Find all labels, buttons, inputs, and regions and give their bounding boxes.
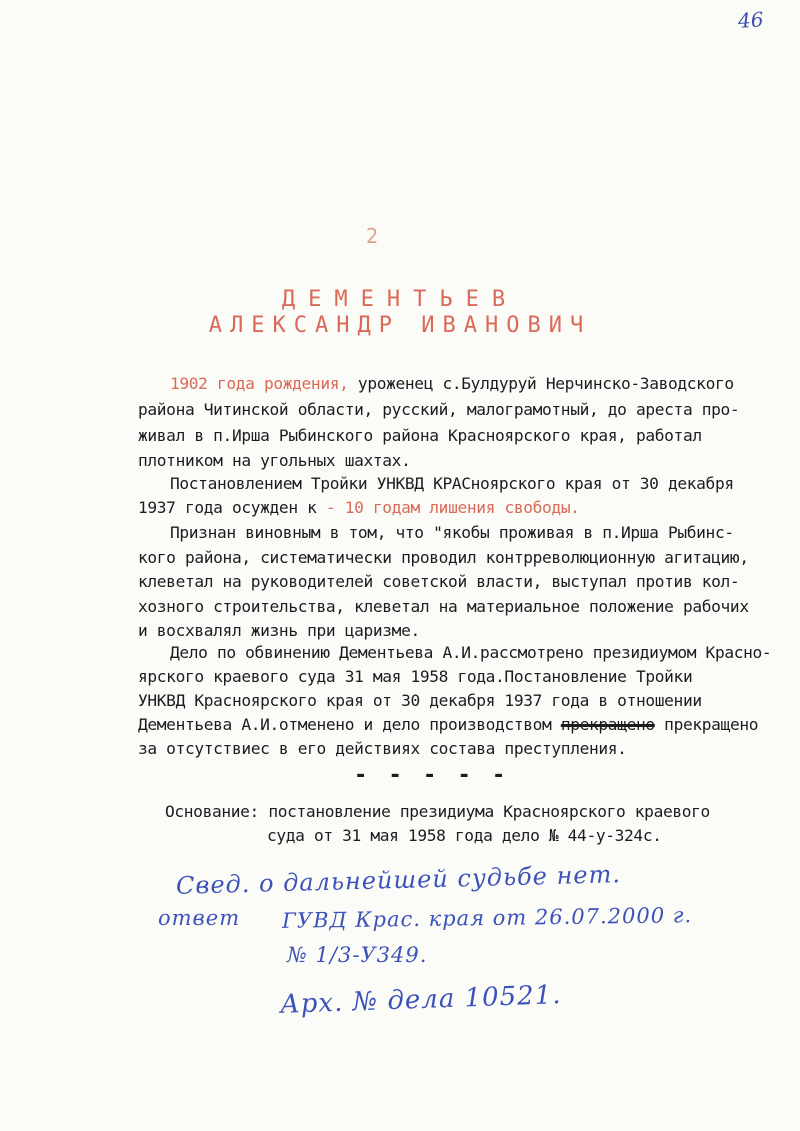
page-mark: 2 [366, 224, 379, 248]
review-line-2: ярского краевого суда 31 мая 1958 года.Постановление Тройки [138, 667, 693, 686]
sentence-line-1: Постановлением Тройки УНКВД КРАСноярского края от 30 декабря [170, 474, 734, 493]
handwritten-note-4: Арх. № дела 10521. [279, 980, 563, 1020]
charge-line-4: хозного строительства, клеветал на материальное положение рабочих [138, 597, 749, 616]
review-line-4 [138, 713, 788, 737]
birthplace: уроженец с.Булдуруй Нерчинско-Заводского [348, 374, 734, 393]
struck-word: прекращено [560, 715, 655, 734]
review-line-5: за отсутствиес в его действиях состава преступления. [138, 739, 627, 758]
review-line-1: Дело по обвинению Дементьева А.И.рассмотрено президиумом Красно- [170, 643, 772, 662]
review-line-4-start: Дементьева А.И.отменено и дело производством [138, 715, 561, 734]
bio-line-4: плотником на угольных шахтах. [138, 451, 411, 470]
review-line-3: УНКВД Красноярского края от 30 декабря 1937 года в отношении [138, 691, 702, 710]
charge-line-5: и восхвалял жизнь при царизме. [138, 621, 420, 640]
sentence-start: 1937 года осужден к [138, 498, 326, 517]
person-surname: ДЕМЕНТЬЕВ [281, 287, 519, 312]
sentence-line-2 [138, 496, 788, 520]
basis-line-2: суда от 31 мая 1958 года дело № 44-у-324с. [267, 826, 662, 845]
handwritten-note-2a: ответ [158, 906, 241, 930]
page-number: 46 [737, 7, 765, 33]
handwritten-note-1: Свед. о дальнейшей судьбе нет. [175, 860, 622, 900]
review-line-4-end: прекращено [654, 715, 759, 734]
bio-line-3: живал в п.Ирша Рыбинского района Красноярского края, работал [138, 426, 702, 445]
handwritten-note-3: № 1/3-У349. [287, 943, 428, 967]
bio-line-2: района Читинской области, русский, малограмотный, до ареста про- [138, 400, 740, 419]
separator: - - - - - [354, 763, 510, 788]
birth-year: 1902 года рождения, [170, 374, 349, 393]
charge-line-1: Признан виновным в том, что "якобы проживая в п.Ирша Рыбинс- [170, 523, 734, 542]
handwritten-note-2b: ГУВД Крас. края от 26.07.2000 г. [281, 903, 693, 933]
sentence-term: - 10 годам лишения свободы. [325, 498, 580, 517]
charge-line-3: клеветал на руководителей советской власти, выступал против кол- [138, 572, 740, 591]
basis-line-1: Основание: постановление президиума Красноярского краевого [165, 802, 710, 821]
charge-line-2: кого района, систематически проводил контрреволюционную агитацию, [138, 548, 749, 567]
bio-line-1 [170, 372, 800, 396]
person-given-names: АЛЕКСАНДР ИВАНОВИЧ [208, 313, 592, 338]
